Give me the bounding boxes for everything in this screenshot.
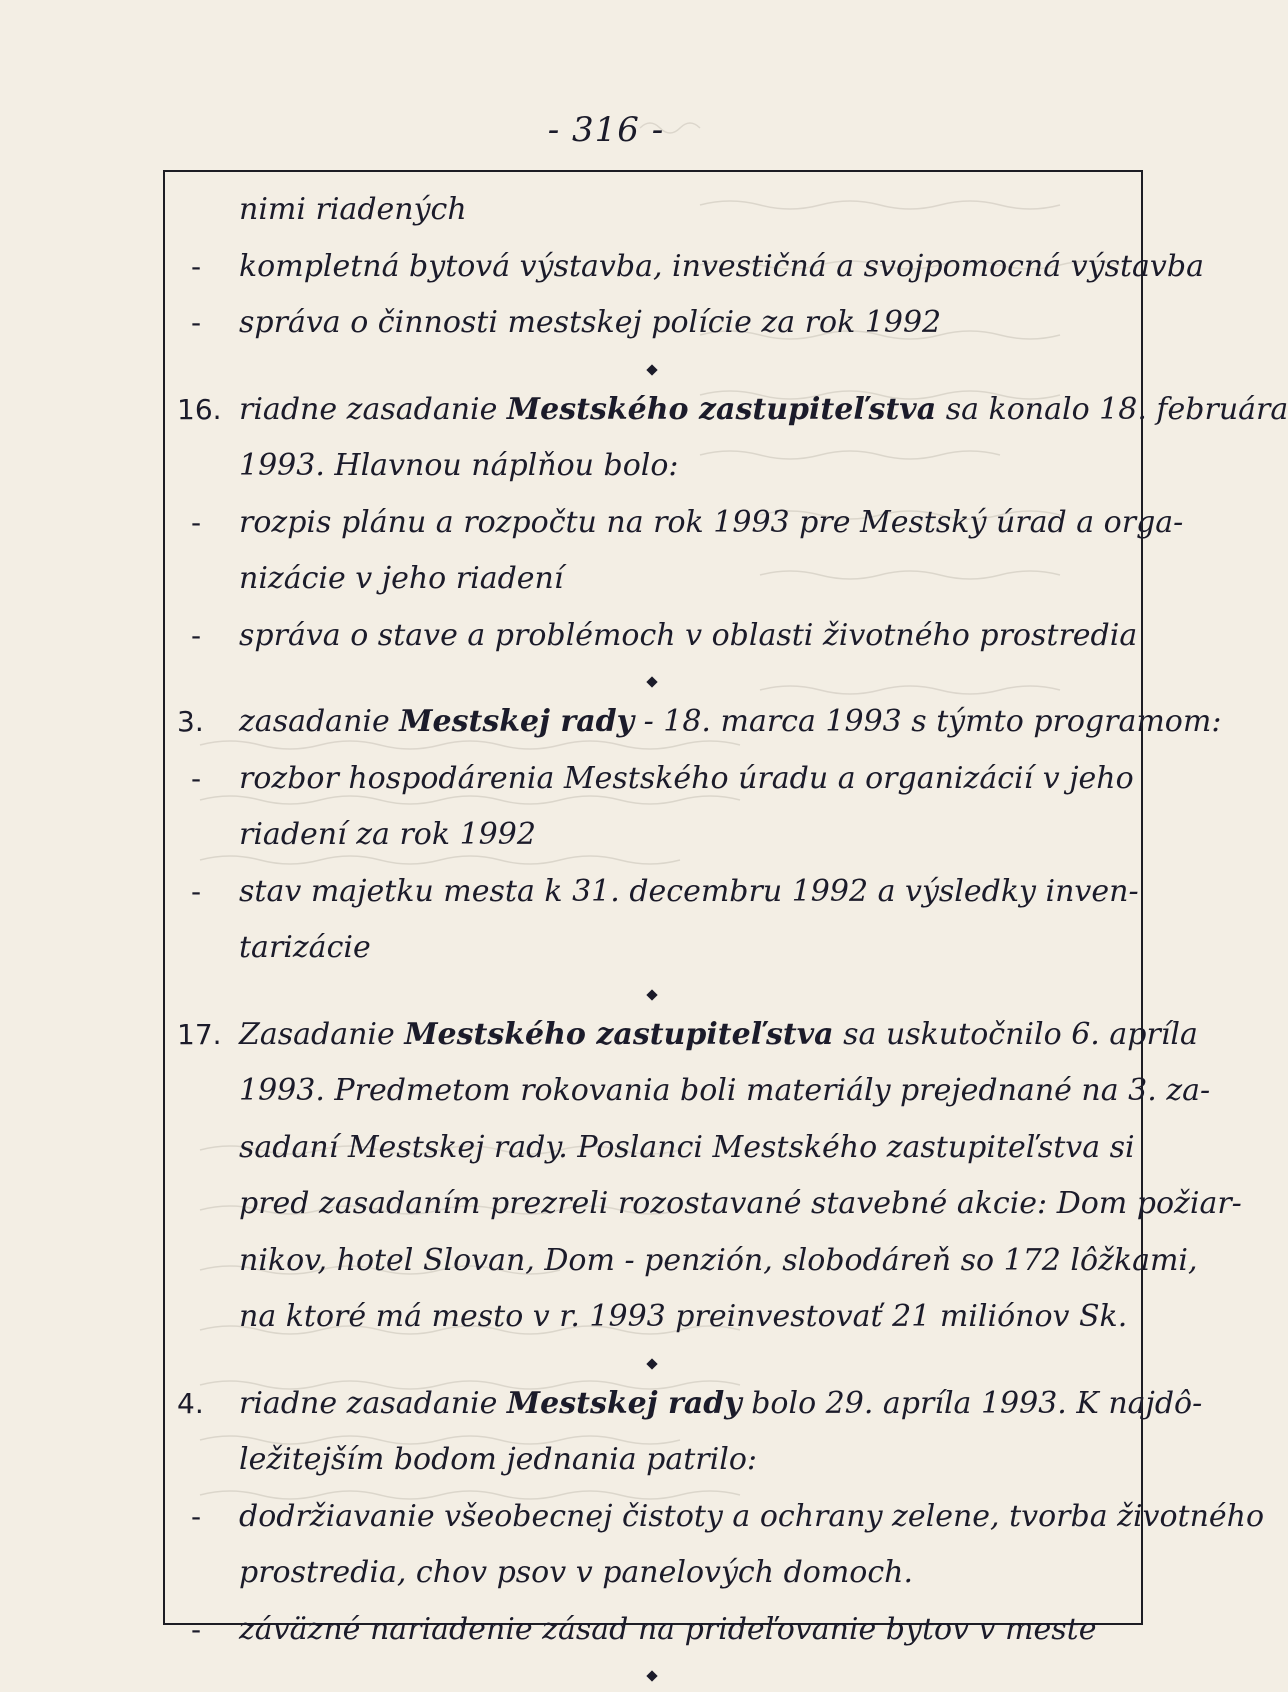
line-text: zasadanie [239, 704, 400, 739]
line-text: riadení za rok 1992 [239, 817, 536, 852]
emphasized-institution-name: Mestskej rady [506, 1385, 742, 1421]
line-text: kompletná bytová výstavba, investičná a svojpomocná výstavba [239, 248, 1204, 284]
bullet-dash: - [191, 1612, 202, 1646]
page-number: - 316 - [547, 110, 665, 150]
line-text: sadaní Mestskej rady. Poslanci Mestského zastupiteľstva si [239, 1129, 1135, 1165]
bullet-dash: - [191, 618, 202, 652]
line-text: sa konalo 18. februára [936, 391, 1288, 427]
section-separator [177, 1662, 1127, 1692]
text-line [177, 1124, 1135, 1181]
bullet-dash: - [191, 1499, 202, 1533]
text-line [177, 499, 1184, 556]
text-line [177, 1606, 1127, 1663]
text-line [177, 442, 1127, 499]
text-line [177, 1067, 1211, 1124]
line-text: na ktoré má mesto v r. 1993 preinvestovať 21 miliónov Sk. [239, 1299, 1128, 1334]
line-text: riadne zasadanie [239, 391, 507, 427]
text-line [177, 1549, 1127, 1606]
line-text: 1993. Predmetom rokovania boli materiály prejednané na 3. za- [239, 1073, 1211, 1108]
line-text: pred zasadaním prezreli rozostavané stavebné akcie: Dom požiar- [239, 1186, 1242, 1221]
text-line [177, 299, 1127, 356]
section-separator [177, 356, 1127, 386]
item-number: 4. [177, 1386, 204, 1420]
line-text: prostredia, chov psov v panelových domoch. [239, 1555, 914, 1590]
text-line [177, 868, 1139, 925]
text-line [177, 612, 1138, 669]
line-text: stav majetku mesta k 31. decembru 1992 a výsledky inven- [239, 873, 1139, 909]
bullet-dash: - [191, 761, 202, 795]
line-text: ležitejším bodom jednania patrilo: [239, 1442, 757, 1477]
separator-mark-icon [646, 1670, 657, 1681]
text-line [177, 1180, 1242, 1237]
item-number: 3. [177, 705, 204, 738]
line-text: záväzné nariadenie zásad na prideľovanie bytov v meste [239, 1611, 1097, 1647]
text-line [177, 1237, 1198, 1294]
line-text: správa o činnosti mestskej polície za rok 1992 [239, 305, 942, 340]
line-text: - 18. marca 1993 s týmto programom: [634, 704, 1222, 739]
bullet-dash: - [191, 874, 202, 908]
section-separator [177, 981, 1127, 1011]
line-text: 1993. Hlavnou náplňou bolo: [239, 448, 679, 483]
separator-mark-icon [646, 989, 657, 1000]
line-text: nikov, hotel Slovan, Dom - penzión, slobodáreň so 172 lôžkami, [239, 1242, 1198, 1278]
text-line [177, 186, 1127, 243]
emphasized-institution-name: Mestského zastupiteľstva [506, 391, 937, 427]
line-text: bolo 29. apríla 1993. K najdô- [741, 1385, 1203, 1421]
line-text: riadne zasadanie [239, 1385, 507, 1421]
item-number: 17. [177, 1017, 222, 1051]
emphasized-institution-name: Mestskej rady [399, 704, 635, 739]
line-text: nizácie v jeho riadení [239, 561, 564, 596]
bullet-dash: - [191, 249, 202, 283]
separator-mark-icon [646, 676, 657, 687]
text-line [177, 811, 1127, 868]
page-frame [163, 170, 1288, 1647]
separator-mark-icon [646, 364, 657, 375]
bullet-dash: - [191, 306, 202, 339]
line-text: rozbor hospodárenia Mestského úradu a organizácií v jeho [239, 760, 1134, 796]
text-line [177, 1011, 1198, 1068]
item-number: 16. [177, 392, 222, 426]
text-line [177, 1436, 1127, 1493]
section-separator [177, 668, 1127, 698]
text-line [177, 755, 1134, 812]
section-separator [177, 1350, 1127, 1380]
text-line [177, 1493, 1265, 1550]
line-text: sa uskutočnilo 6. apríla [833, 1016, 1198, 1052]
text-line [177, 924, 1127, 981]
text-line [177, 698, 1222, 755]
separator-mark-icon [646, 1358, 657, 1369]
bullet-dash: - [191, 505, 202, 539]
line-text: dodržiavanie všeobecnej čistoty a ochrany zelene, tvorba životného [239, 1498, 1265, 1534]
line-text: rozpis plánu a rozpočtu na rok 1993 pre Mestský úrad a orga- [239, 504, 1184, 540]
emphasized-institution-name: Mestského zastupiteľstva [404, 1016, 834, 1052]
text-line [177, 1380, 1203, 1437]
line-text: tarizácie [239, 930, 371, 965]
text-line [177, 386, 1288, 443]
line-text: správa o stave a problémoch v oblasti životného prostredia [239, 617, 1138, 653]
chronicle-text [177, 186, 1288, 1692]
text-line [177, 243, 1204, 300]
line-text: Zasadanie [239, 1016, 405, 1052]
text-line [177, 555, 1127, 612]
text-line [177, 1293, 1127, 1350]
line-text: nimi riadených [239, 192, 467, 227]
